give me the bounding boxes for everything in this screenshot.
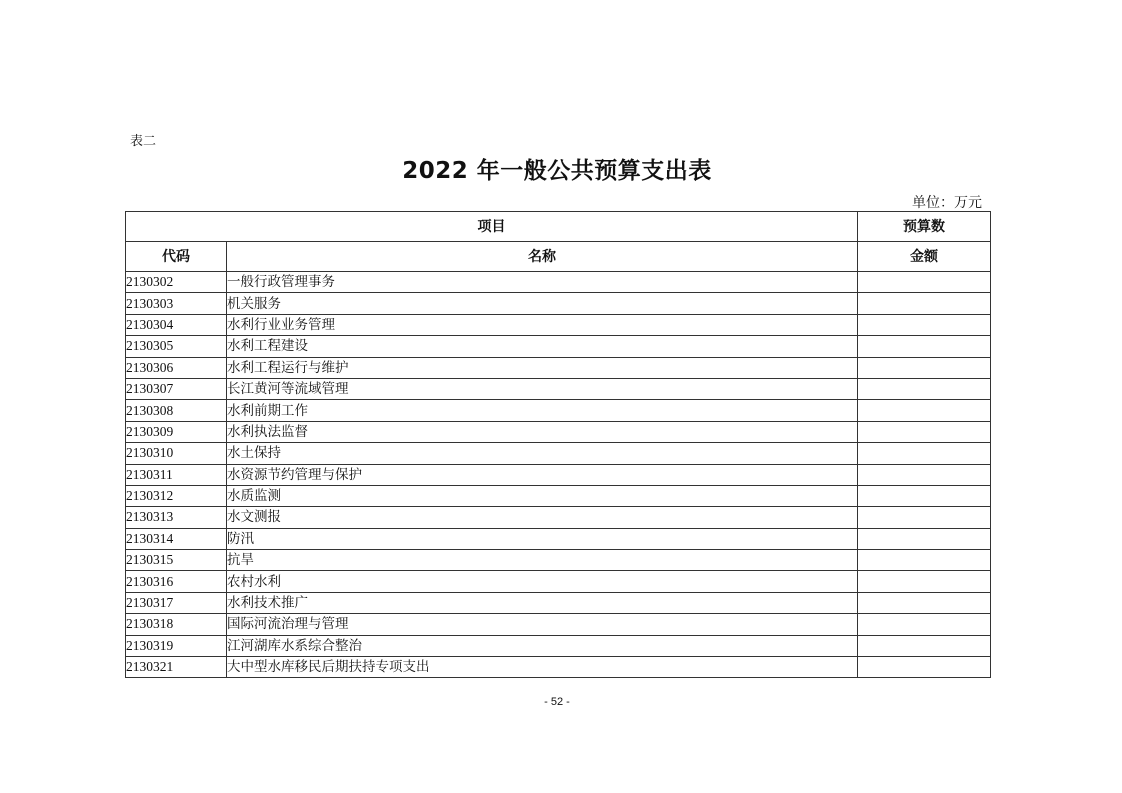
row-amount [858, 614, 991, 635]
row-name: 一般行政管理事务 [227, 272, 858, 293]
table-row [126, 378, 991, 399]
table-row [126, 293, 991, 314]
row-name: 水土保持 [227, 443, 858, 464]
row-code: 2130312 [126, 485, 227, 506]
row-code: 2130317 [126, 592, 227, 613]
row-amount [858, 293, 991, 314]
row-name: 水文测报 [227, 507, 858, 528]
row-name: 大中型水库移民后期扶持专项支出 [227, 657, 858, 678]
row-amount [858, 272, 991, 293]
budget-table [125, 211, 991, 678]
table-row [126, 443, 991, 464]
table-row [126, 314, 991, 335]
table-row [126, 550, 991, 571]
row-name: 机关服务 [227, 293, 858, 314]
table-row [126, 614, 991, 635]
row-amount [858, 592, 991, 613]
table-row [126, 528, 991, 549]
table-row [126, 507, 991, 528]
row-amount [858, 571, 991, 592]
table-row [126, 400, 991, 421]
header-amount: 金额 [858, 242, 991, 272]
table-body [126, 272, 991, 678]
row-code: 2130302 [126, 272, 227, 293]
row-amount [858, 507, 991, 528]
row-name: 防汛 [227, 528, 858, 549]
row-code: 2130303 [126, 293, 227, 314]
row-name: 农村水利 [227, 571, 858, 592]
row-code: 2130315 [126, 550, 227, 571]
row-name: 国际河流治理与管理 [227, 614, 858, 635]
row-name: 江河湖库水系综合整治 [227, 635, 858, 656]
row-amount [858, 400, 991, 421]
row-name: 长江黄河等流域管理 [227, 378, 858, 399]
row-code: 2130321 [126, 657, 227, 678]
row-amount [858, 635, 991, 656]
row-name: 水利工程运行与维护 [227, 357, 858, 378]
row-amount [858, 443, 991, 464]
table-row [126, 592, 991, 613]
table-row [126, 357, 991, 378]
table-row [126, 657, 991, 678]
row-code: 2130313 [126, 507, 227, 528]
table-row [126, 485, 991, 506]
row-amount [858, 336, 991, 357]
row-code: 2130309 [126, 421, 227, 442]
row-amount [858, 657, 991, 678]
header-row-1 [126, 212, 991, 242]
row-amount [858, 421, 991, 442]
row-name: 水利工程建设 [227, 336, 858, 357]
row-amount [858, 485, 991, 506]
table-row [126, 571, 991, 592]
row-name: 水利行业业务管理 [227, 314, 858, 335]
unit-label: 单位：万元 [912, 195, 982, 211]
row-name: 水利执法监督 [227, 421, 858, 442]
row-amount [858, 314, 991, 335]
row-amount [858, 357, 991, 378]
header-code: 代码 [126, 242, 227, 272]
row-amount [858, 378, 991, 399]
header-row-2 [126, 242, 991, 272]
table-row [126, 635, 991, 656]
row-amount [858, 464, 991, 485]
row-code: 2130305 [126, 336, 227, 357]
table-row [126, 464, 991, 485]
row-code: 2130306 [126, 357, 227, 378]
row-code: 2130311 [126, 464, 227, 485]
row-name: 水利技术推广 [227, 592, 858, 613]
row-code: 2130318 [126, 614, 227, 635]
table-label: 表二 [130, 134, 157, 149]
header-budget: 预算数 [858, 212, 991, 242]
table-row [126, 272, 991, 293]
table-row [126, 421, 991, 442]
table-row [126, 336, 991, 357]
row-code: 2130319 [126, 635, 227, 656]
row-amount [858, 550, 991, 571]
header-item: 项目 [126, 212, 858, 242]
row-code: 2130310 [126, 443, 227, 464]
row-name: 水资源节约管理与保护 [227, 464, 858, 485]
row-name: 水质监测 [227, 485, 858, 506]
header-name: 名称 [227, 242, 858, 272]
row-amount [858, 528, 991, 549]
row-code: 2130307 [126, 378, 227, 399]
page-title: 2022 年一般公共预算支出表 [402, 158, 712, 184]
row-name: 抗旱 [227, 550, 858, 571]
row-code: 2130316 [126, 571, 227, 592]
row-code: 2130308 [126, 400, 227, 421]
row-code: 2130314 [126, 528, 227, 549]
row-name: 水利前期工作 [227, 400, 858, 421]
page-number: - 52 - [544, 696, 570, 708]
row-code: 2130304 [126, 314, 227, 335]
